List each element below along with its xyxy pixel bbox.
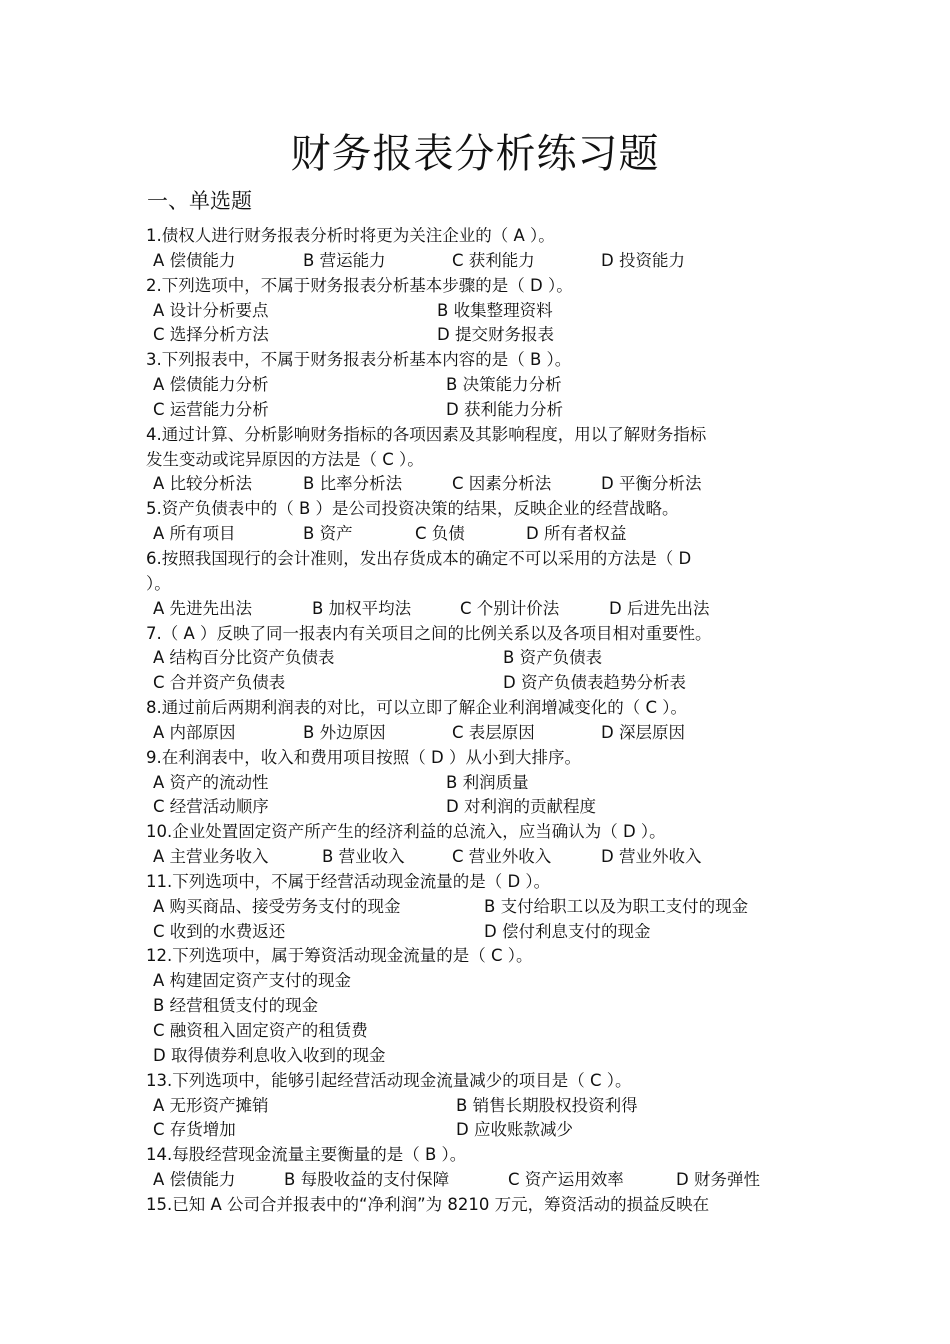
answer-option: C 因素分析法 (452, 474, 552, 494)
question-text: 5.资产负债表中的（ B ）是公司投资决策的结果，反映企业的经营战略。 (146, 499, 679, 519)
answer-option: C 选择分析方法 (153, 325, 269, 345)
answer-option: A 资产的流动性 (153, 772, 269, 792)
option-row (146, 795, 816, 820)
option-row (146, 895, 816, 920)
option-row (146, 671, 816, 696)
option-row (146, 299, 816, 324)
question-text: 12.下列选项中，属于筹资活动现金流量的是（ C ）。 (146, 946, 533, 966)
answer-option: A 设计分析要点 (153, 300, 269, 320)
option-row (146, 323, 816, 348)
question-text: 15.已知 A 公司合并报表中的“净利润”为 8210 万元，筹资活动的损益反映在 (146, 1194, 710, 1214)
answer-option: B 每股收益的支付保障 (284, 1170, 450, 1190)
option-row (146, 1094, 816, 1119)
answer-option: C 营业外收入 (452, 847, 552, 867)
answer-option: B 资产负债表 (503, 648, 603, 668)
answer-option: C 存货增加 (153, 1120, 236, 1140)
question-text: 8.通过前后两期利润表的对比，可以立即了解企业利润增减变化的（ C ）。 (146, 698, 688, 718)
option-row (146, 1118, 816, 1143)
question-text: 10.企业处置固定资产所产生的经济利益的总流入，应当确认为（ D ）。 (146, 822, 666, 842)
answer-option: D 对利润的贡献程度 (446, 797, 596, 817)
answer-option: A 无形资产摊销 (153, 1095, 269, 1115)
answer-option: B 决策能力分析 (446, 375, 562, 395)
answer-option: A 比较分析法 (153, 474, 253, 494)
option-row (146, 994, 816, 1019)
answer-option: B 经营租赁支付的现金 (153, 996, 319, 1016)
answer-option: C 融资租入固定资产的租赁费 (153, 1021, 368, 1040)
answer-option: C 个别计价法 (460, 598, 560, 618)
option-row (146, 845, 816, 870)
question-text: 7.（ A ）反映了同一报表内有关项目之间的比例关系以及各项目相对重要性。 (146, 623, 712, 643)
answer-option: D 提交财务报表 (437, 325, 554, 345)
answer-option: D 深层原因 (601, 722, 685, 742)
option-row (146, 969, 816, 994)
question-list (146, 224, 816, 1218)
answer-option: B 利润质量 (446, 772, 529, 792)
question-text: 9.在利润表中，收入和费用项目按照（ D ）从小到大排序。 (146, 747, 581, 767)
answer-option: C 运营能力分析 (153, 399, 269, 419)
question-text: 11.下列选项中，不属于经营活动现金流量的是（ D ）。 (146, 871, 551, 891)
answer-option: A 内部原因 (153, 722, 236, 742)
option-row (146, 522, 816, 547)
question-text: 14.每股经营现金流量主要衡量的是（ B ）。 (146, 1145, 467, 1165)
option-row (146, 721, 816, 746)
option-row (146, 646, 816, 671)
option-row (146, 249, 816, 274)
question-text: 3.下列报表中，不属于财务报表分析基本内容的是（ B ）。 (146, 350, 572, 370)
answer-option: B 营业收入 (322, 847, 405, 867)
question-text: 发生变动或诧异原因的方法是（ C ）。 (146, 449, 424, 469)
option-row (146, 1168, 816, 1193)
answer-option: A 结构百分比资产负债表 (153, 648, 335, 668)
answer-option: C 收到的水费返还 (153, 921, 286, 941)
option-row (146, 920, 816, 945)
answer-option: C 资产运用效率 (508, 1170, 624, 1190)
answer-option: B 外边原因 (303, 722, 386, 742)
answer-option: B 资产 (303, 524, 353, 544)
answer-option: C 表层原因 (452, 722, 535, 742)
answer-option: B 比率分析法 (303, 474, 403, 494)
answer-option: D 偿付利息支付的现金 (484, 921, 651, 941)
answer-option: D 资产负债表趋势分析表 (503, 673, 686, 693)
answer-option: A 构建固定资产支付的现金 (153, 971, 352, 991)
answer-option: C 合并资产负债表 (153, 673, 286, 693)
answer-option: B 加权平均法 (312, 598, 412, 618)
answer-option: C 获利能力 (452, 250, 535, 270)
answer-option: A 偿债能力分析 (153, 375, 269, 395)
question-text: 13.下列选项中，能够引起经营活动现金流量减少的项目是（ C ）。 (146, 1070, 632, 1090)
answer-option: B 销售长期股权投资利得 (456, 1095, 638, 1115)
answer-option: A 主营业务收入 (153, 847, 269, 867)
option-row (146, 398, 816, 423)
answer-option: B 营运能力 (303, 250, 386, 270)
question-text: 4.通过计算、分析影响财务指标的各项因素及其影响程度，用以了解财务指标 (146, 424, 707, 444)
answer-option: D 后进先出法 (609, 598, 710, 618)
answer-option: D 投资能力 (601, 250, 685, 270)
option-row (146, 771, 816, 796)
answer-option: D 所有者权益 (526, 524, 627, 544)
answer-option: A 偿债能力 (153, 1170, 236, 1190)
option-row (146, 1044, 816, 1069)
question-text: 2.下列选项中，不属于财务报表分析基本步骤的是（ D ）。 (146, 275, 573, 295)
question-text: 6.按照我国现行的会计准则，发出存货成本的确定不可以采用的方法是（ D (146, 548, 692, 568)
answer-option: A 先进先出法 (153, 598, 253, 618)
answer-option: D 财务弹性 (676, 1170, 760, 1190)
answer-option: D 应收账款减少 (456, 1120, 573, 1140)
option-row (146, 373, 816, 398)
document-title: 财务报表分析练习题 (290, 131, 660, 177)
answer-option: D 营业外收入 (601, 847, 702, 867)
question-text: 1.债权人进行财务报表分析时将更为关注企业的（ A ）。 (146, 226, 555, 245)
section-heading: 一、单选题 (147, 189, 252, 213)
option-row (146, 597, 816, 622)
answer-option: A 偿债能力 (153, 250, 236, 270)
option-row (146, 1019, 816, 1044)
answer-option: B 支付给职工以及为职工支付的现金 (484, 896, 749, 916)
answer-option: D 取得债券利息收入收到的现金 (153, 1045, 386, 1065)
answer-option: D 平衡分析法 (601, 474, 702, 494)
answer-option: C 经营活动顺序 (153, 797, 269, 817)
answer-option: A 购买商品、接受劳务支付的现金 (153, 896, 401, 916)
answer-option: B 收集整理资料 (437, 300, 553, 320)
answer-option: A 所有项目 (153, 524, 236, 544)
question-text: ）。 (146, 573, 171, 593)
answer-option: C 负债 (415, 524, 465, 544)
option-row (146, 472, 816, 497)
answer-option: D 获利能力分析 (446, 399, 563, 419)
